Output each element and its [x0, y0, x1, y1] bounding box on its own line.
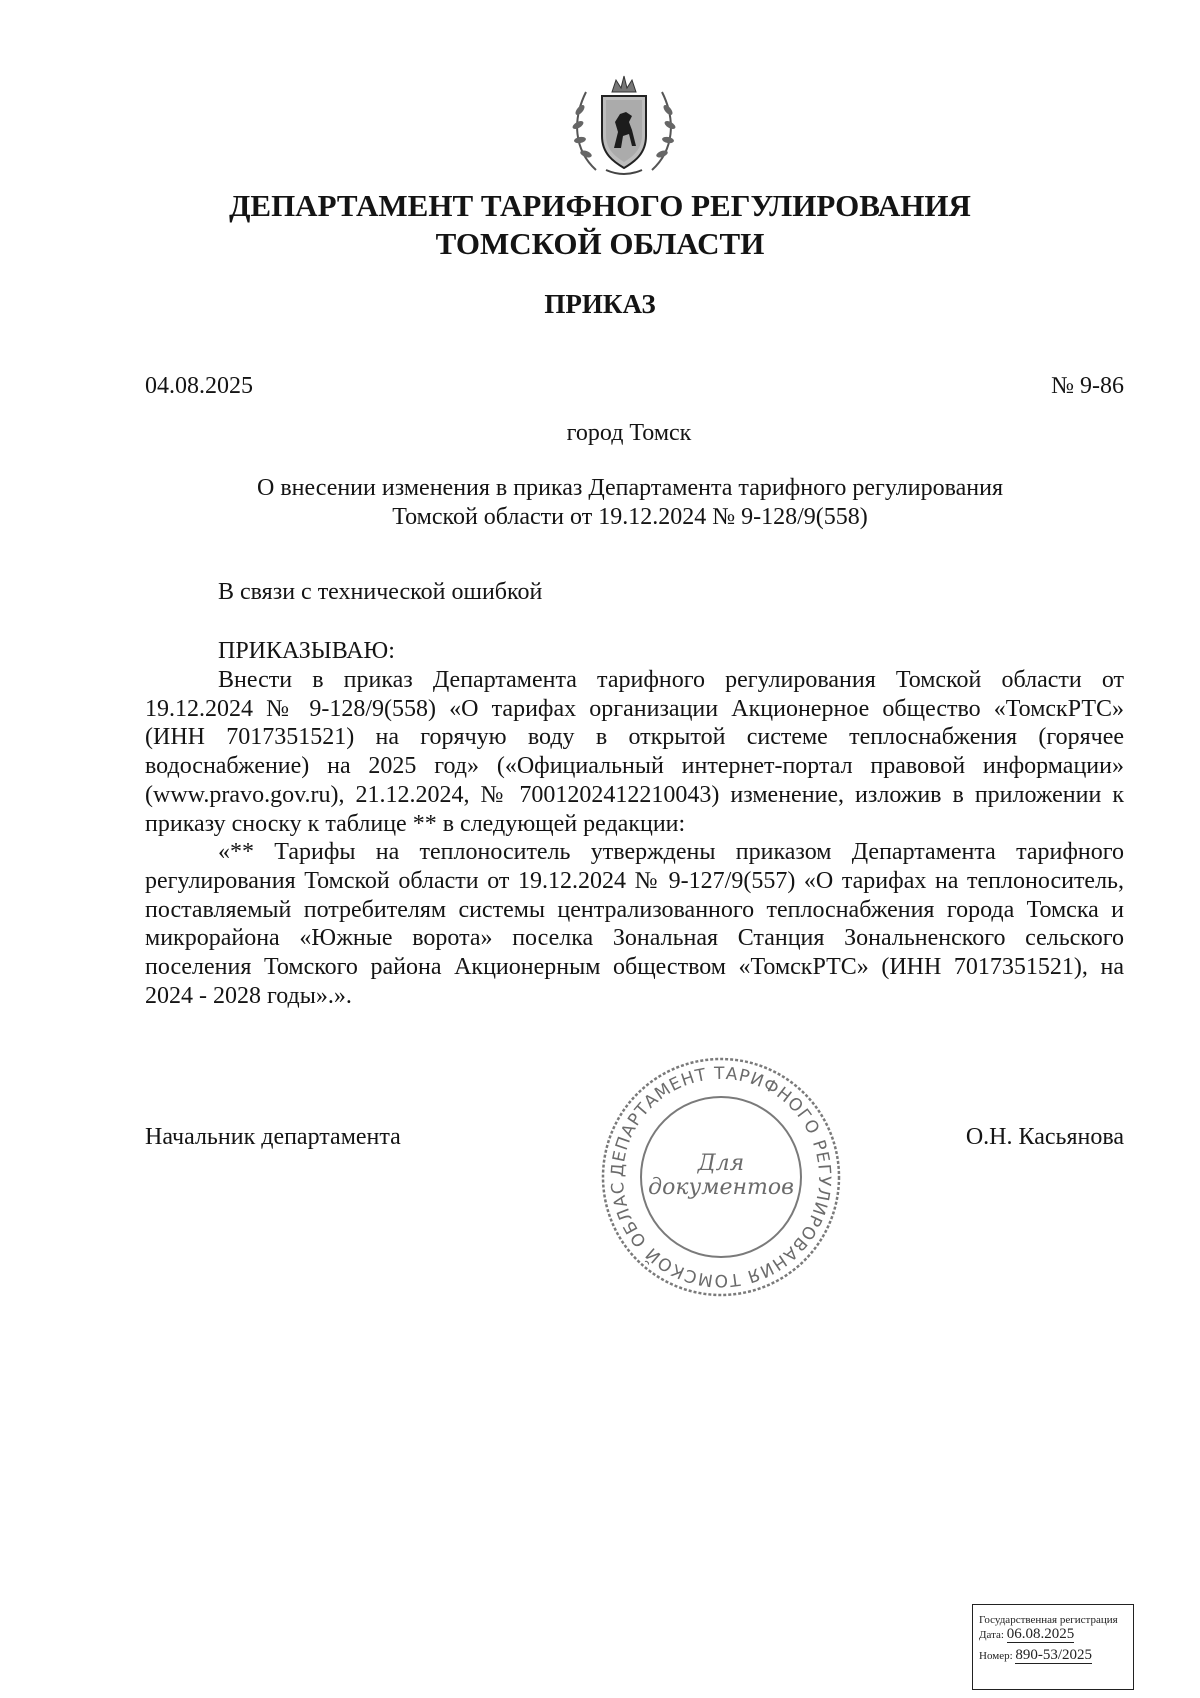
signer-name: О.Н. Касьянова: [965, 1124, 1124, 1150]
order-directive-word: ПРИКАЗЫВАЮ:: [218, 638, 395, 664]
department-title-line1: ДЕПАРТАМЕНТ ТАРИФНОГО РЕГУЛИРОВАНИЯ: [229, 188, 971, 223]
registration-number-value: 890-53/2025: [1015, 1647, 1093, 1663]
seal-center-line2: документов: [648, 1175, 794, 1200]
document-city: город Томск: [566, 420, 692, 446]
registration-title: Государственная регистрация: [979, 1614, 1118, 1626]
order-paragraph-2: «** Тарифы на теплоноситель утверждены приказом Департамента тарифного регулирования Томской области от 19.12.2024 № 9-127/9(557) «О тарифах на теплоноситель, поставляемый потребителям системы централизованного теплоснабжения города Томска и микрорайона «Южные ворота» поселка Зональная Станция Зональненского сельского поселения Томского района Акционерным обществом «ТомскРТС» (ИНН 7017351521), на 2024 - 2028 годы».».: [145, 839, 1124, 1009]
order-body: [145, 666, 1124, 1010]
department-title-line2: ТОМСКОЙ ОБЛАСТИ: [435, 226, 765, 261]
signer-position: Начальник департамента: [145, 1124, 401, 1150]
reason-text: В связи с технической ошибкой: [218, 579, 543, 605]
subject-line1: О внесении изменения в приказ Департамента тарифного регулирования: [256, 475, 1003, 501]
coat-of-arms-icon: [566, 70, 682, 180]
registration-date-label: Дата:: [979, 1629, 1004, 1641]
registration-box: [972, 1604, 1134, 1690]
document-subject: [200, 474, 1060, 532]
registration-date-value: 06.08.2025: [1006, 1626, 1075, 1642]
document-type: ПРИКАЗ: [544, 289, 656, 319]
registration-number-row: [979, 1648, 1133, 1663]
official-seal: [596, 1052, 846, 1302]
seal-ring-text: ДЕПАРТАМЕНТ ТАРИФНОГО РЕГУЛИРОВАНИЯ ТОМСКОЙ ОБЛАС: [607, 1063, 835, 1291]
subject-line2: Томской области от 19.12.2024 № 9-128/9(558): [392, 504, 868, 530]
document-number: № 9-86: [1051, 373, 1124, 399]
registration-number-label: Номер:: [979, 1650, 1013, 1662]
order-paragraph-1: Внести в приказ Департамента тарифного регулирования Томской области от 19.12.2024 № 9-128/9(558) «О тарифах организации Акционерное общество «ТомскРТС» (ИНН 7017351521) на горячую воду в открытой системе теплоснабжения (горячее водоснабжение) на 2025 год» («Официальный интернет-портал правовой информации» (www.pravo.gov.ru), 21.12.2024, № 7001202412210043) изменение, изложив в приложении к приказу сноску к таблице ** в следующей редакции:: [145, 667, 1124, 837]
registration-date-row: [979, 1627, 1133, 1642]
document-date: 04.08.2025: [145, 373, 253, 399]
seal-center-line1: Для: [697, 1151, 745, 1176]
